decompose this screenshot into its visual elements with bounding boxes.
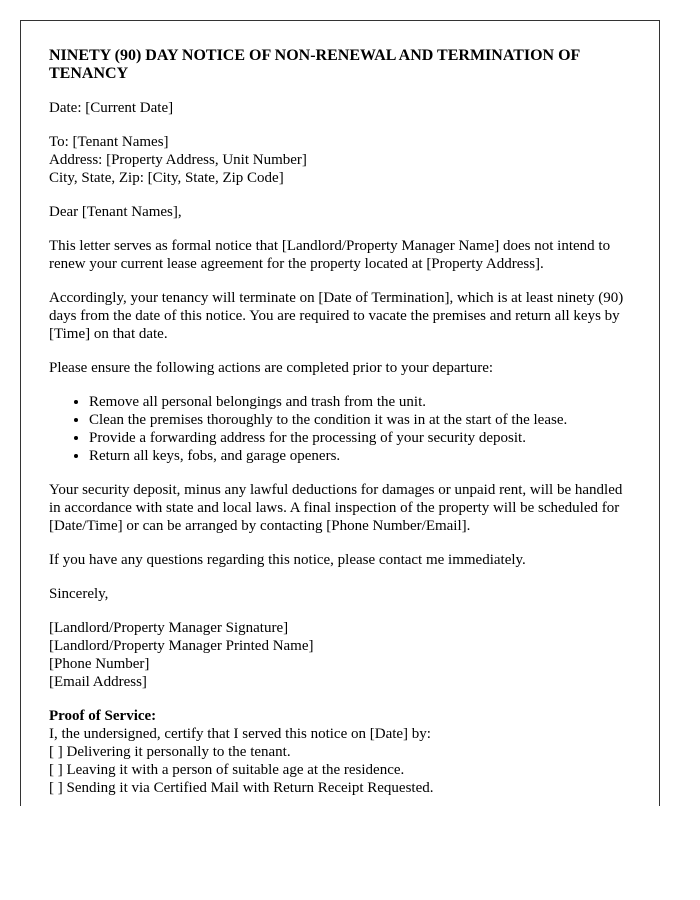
proof-intro: I, the undersigned, certify that I served this notice on [Date] by:: [49, 726, 431, 742]
actions-list: [49, 393, 631, 465]
proof-option-personal: [ ] Delivering it personally to the tenant.: [49, 744, 291, 760]
address-line: Address: [Property Address, Unit Number]: [49, 152, 307, 168]
paragraph-deposit: Your security deposit, minus any lawful deductions for damages or unpaid rent, will be handled in accordance with state and local laws. A final inspection of the property will be scheduled for [Date/Time] or can be arranged by contacting [Phone Number/Email].: [49, 482, 623, 534]
list-item: • Clean the premises thoroughly to the condition it was in at the start of the lease.: [89, 411, 631, 429]
email-line: [Email Address]: [49, 674, 147, 690]
recipient-block: [49, 133, 631, 187]
notice-document: [20, 20, 660, 806]
phone-line: [Phone Number]: [49, 656, 150, 672]
proof-option-mail: [ ] Sending it via Certified Mail with Return Receipt Requested.: [49, 780, 434, 796]
proof-of-service: [49, 707, 631, 797]
document-title: NINETY (90) DAY NOTICE OF NON-RENEWAL AND TERMINATION OF TENANCY: [49, 47, 580, 82]
signature-line: [Landlord/Property Manager Signature]: [49, 620, 289, 636]
proof-heading: Proof of Service:: [49, 708, 157, 724]
salutation: Dear [Tenant Names],: [49, 204, 182, 220]
paragraph-actions-intro: Please ensure the following actions are completed prior to your departure:: [49, 360, 494, 376]
to-line: To: [Tenant Names]: [49, 134, 169, 150]
proof-option-residence: [ ] Leaving it with a person of suitable age at the residence.: [49, 762, 405, 778]
date-line: Date: [Current Date]: [49, 100, 174, 116]
list-item: • Provide a forwarding address for the processing of your security deposit.: [89, 429, 631, 447]
closing: Sincerely,: [49, 586, 109, 602]
signature-block: [49, 619, 631, 691]
printed-name-line: [Landlord/Property Manager Printed Name]: [49, 638, 314, 654]
paragraph-questions: If you have any questions regarding this notice, please contact me immediately.: [49, 552, 526, 568]
city-line: City, State, Zip: [City, State, Zip Code]: [49, 170, 284, 186]
paragraph-termination: Accordingly, your tenancy will terminate on [Date of Termination], which is at least ninety (90) days from the date of this notice. You are required to vacate the premises and return all keys by [Time] on that date.: [49, 290, 624, 342]
list-item: • Return all keys, fobs, and garage openers.: [89, 447, 631, 465]
paragraph-notice: This letter serves as formal notice that [Landlord/Property Manager Name] does not intend to renew your current lease agreement for the property located at [Property Address].: [49, 238, 611, 272]
list-item: • Remove all personal belongings and trash from the unit.: [89, 393, 631, 411]
